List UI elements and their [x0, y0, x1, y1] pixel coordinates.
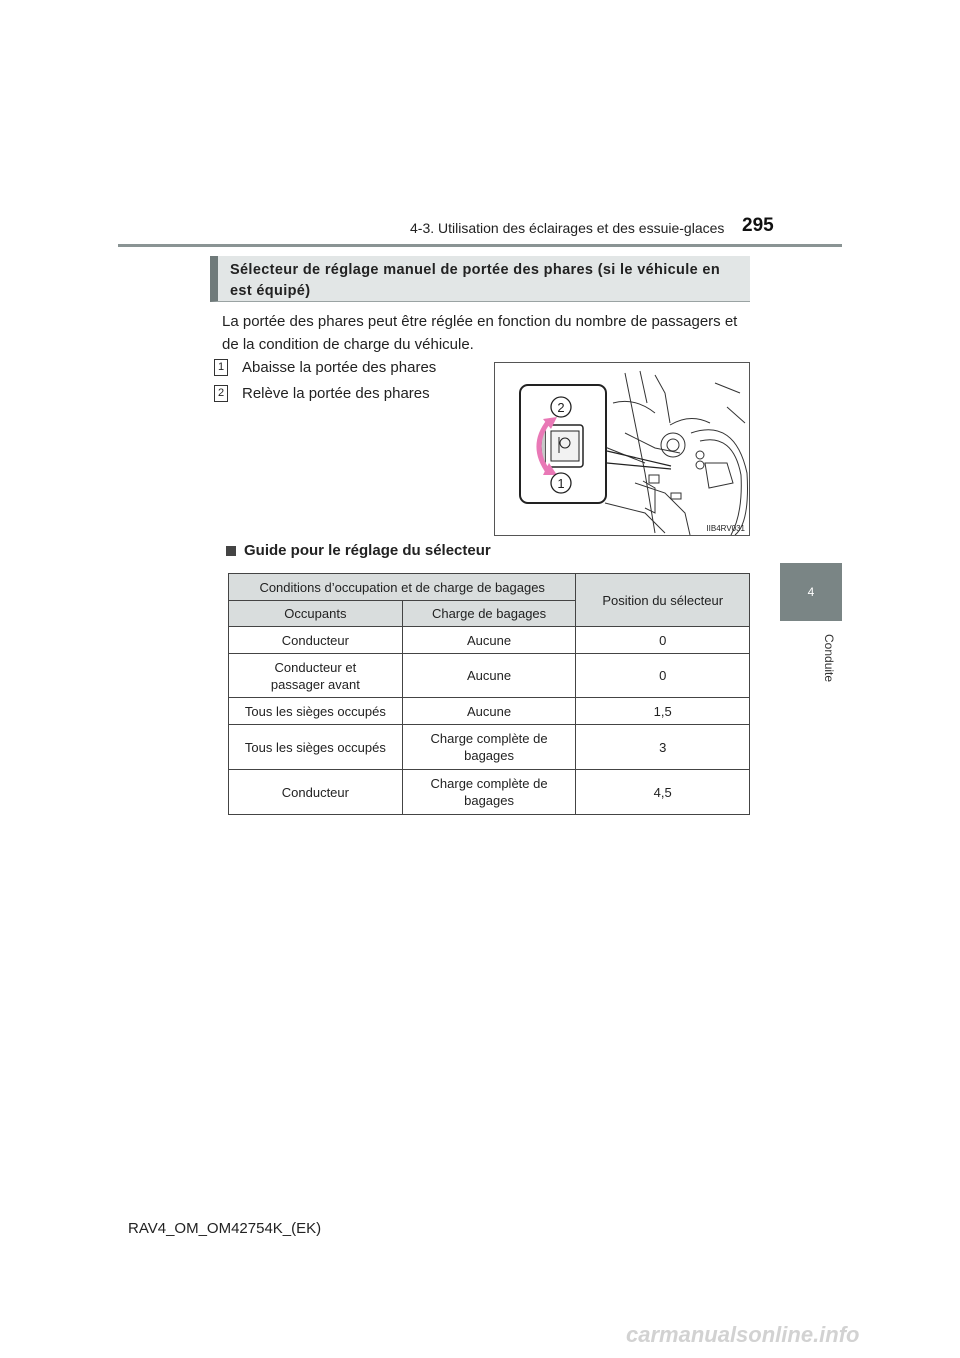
section-heading: Sélecteur de réglage manuel de portée des phares (si le véhicule en est équipé) [210, 256, 750, 302]
chapter-number: 4 [807, 585, 815, 599]
table-header-row [229, 574, 750, 601]
header-section-title: 4-3. Utilisation des éclairages et des essuie-glaces [410, 220, 725, 236]
cell-load: Charge complète de bagages [402, 725, 576, 770]
table-row [229, 627, 750, 654]
cell-occupants: Conducteur et passager avant [229, 654, 403, 698]
cell-load: Aucune [402, 654, 576, 698]
figure-code: IIB4RV031 [706, 524, 745, 533]
cell-load: Charge complète de bagages [402, 770, 576, 815]
headlight-leveling-figure [494, 362, 750, 536]
watermark: carmanualsonline.info [626, 1322, 860, 1347]
cell-position: 4,5 [576, 770, 750, 815]
guide-title-text: Guide pour le réglage du sélecteur [244, 542, 491, 559]
table-row [229, 725, 750, 770]
callout-2 [214, 383, 430, 403]
chapter-label: Conduite [822, 633, 836, 683]
cell-position: 3 [576, 725, 750, 770]
footer-doc-code: RAV4_OM_OM42754K_(EK) [128, 1220, 322, 1237]
callout-number: 2 [214, 385, 228, 402]
table-row [229, 698, 750, 725]
header-occupants: Occupants [229, 601, 403, 627]
table-row [229, 770, 750, 815]
cell-occupants: Conducteur [229, 770, 403, 815]
guide-table [228, 573, 750, 815]
header-rule [118, 244, 842, 247]
cell-occupants: Tous les sièges occupés [229, 698, 403, 725]
intro-paragraph: La portée des phares peut être réglée en fonction du nombre de passagers et de la condition de charge du véhicule. [222, 313, 738, 353]
figure-label-2: 2 [557, 400, 565, 415]
header-position: Position du sélecteur [576, 574, 750, 627]
figure-label-1: 1 [557, 476, 565, 491]
guide-title [226, 542, 491, 559]
header-conditions: Conditions d’occupation et de charge de bagages [229, 574, 576, 601]
table-row [229, 654, 750, 698]
cell-position: 0 [576, 627, 750, 654]
cell-load: Aucune [402, 627, 576, 654]
square-bullet-icon [226, 546, 236, 556]
callout-text: Abaisse la portée des phares [242, 358, 437, 376]
cell-position: 0 [576, 654, 750, 698]
callout-number: 1 [214, 359, 228, 376]
header-load: Charge de bagages [402, 601, 576, 627]
headlight-leveling-dial-illustration [495, 363, 750, 536]
chapter-tab [780, 563, 842, 621]
cell-occupants: Conducteur [229, 627, 403, 654]
cell-position: 1,5 [576, 698, 750, 725]
cell-occupants: Tous les sièges occupés [229, 725, 403, 770]
page-number: 295 [742, 215, 774, 236]
callout-1 [214, 357, 436, 377]
cell-load: Aucune [402, 698, 576, 725]
callout-text: Relève la portée des phares [242, 384, 430, 402]
